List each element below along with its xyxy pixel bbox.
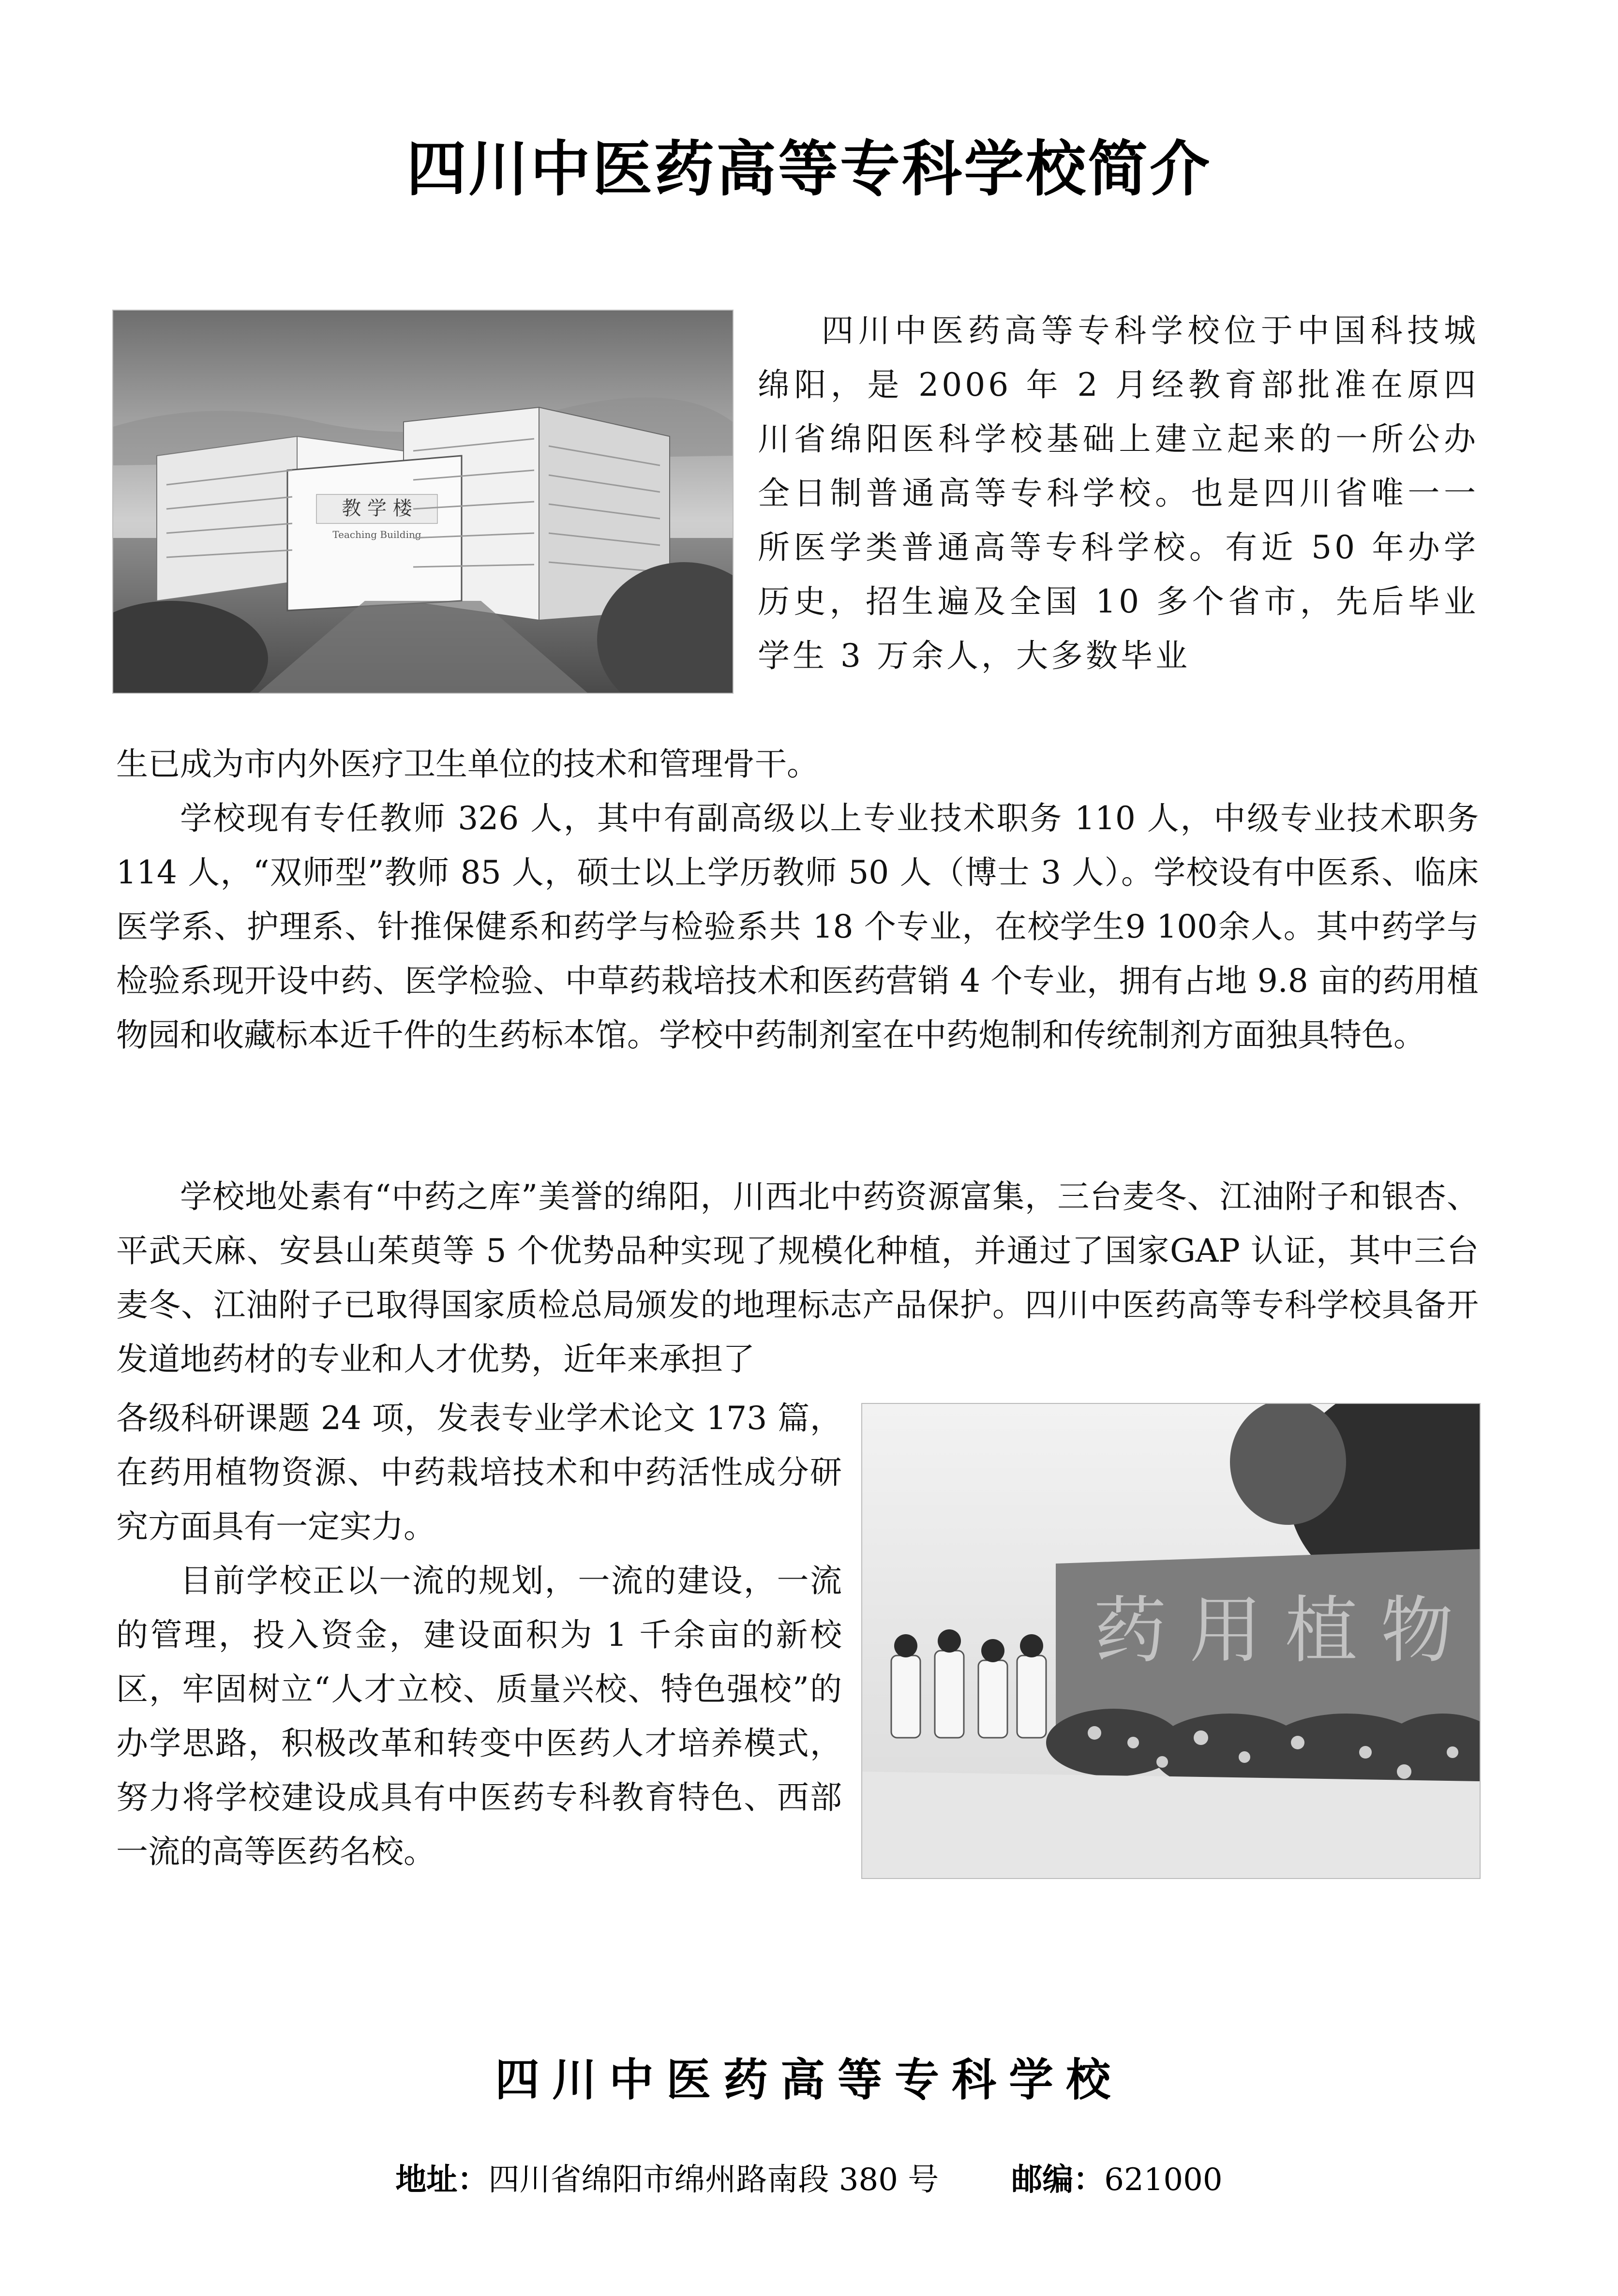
address-label: 地址： [395, 2162, 489, 2198]
building-illustration [113, 311, 733, 693]
building-sign-en-text: Teaching Building [332, 529, 421, 540]
footer-address [0, 2155, 1618, 2199]
garden-illustration [862, 1404, 1480, 1878]
postcode-value: 621000 [1104, 2162, 1223, 2198]
resources-paragraph: 学校地处素有“中药之库”美誉的绵阳，川西北中药资源富集，三台麦冬、江油附子和银杏、平武天麻、安县山茱萸等 5 个优势品种实现了规模化种植，并通过了国家GAP 认证，其中三台麦冬、江油附子已取得国家质检总局颁发的地理标志产品保护。四川中医药高等专科学校具备开发道地药材的专业和人才优势，近年来承担了 [116, 1178, 1479, 1378]
intro-paragraph-1-continued: 生已成为市内外医疗卫生单位的技术和管理骨干。 [116, 745, 819, 783]
development-paragraph: 目前学校正以一流的规划，一流的建设，一流的管理，投入资金，建设面积为 1 千余亩的新校区，牢固树立“人才立校、质量兴校、特色强校”的办学思路，积极改革和转变中医药人才培养模式，努力将学校建设成具有中医药专科教育特色、西部一流的高等医药名校。 [116, 1562, 842, 1870]
resources-paragraph-continued: 各级科研课题 24 项，发表专业学术论文 173 篇，在药用植物资源、中药栽培技术和中药活性成分研究方面具有一定实力。 [116, 1400, 842, 1545]
intro-paragraph-1: 四川中医药高等专科学校位于中国科技城绵阳，是 2006 年 2 月经教育部批准在原四川省绵阳医科学校基础上建立起来的一所公办全日制普通高等专科学校。也是四川省唯一一所医学类普通高等专科学校。有近 50 年办学历史，招生遍及全国 10 多个省市，先后毕业学生 3 万余人，大多数毕业 [758, 312, 1479, 674]
garden-sign-text: 药 用 植 物 [1094, 1589, 1453, 1673]
school-building-photo [112, 310, 734, 694]
postcode-label: 邮编： [1011, 2162, 1105, 2198]
footer-school-name: 四川中医药高等专科学校 [494, 2054, 1123, 2106]
page-title: 四川中医药高等专科学校简介 [406, 134, 1212, 204]
address-value: 四川省绵阳市绵州路南段 380 号 [488, 2162, 939, 2198]
faculty-paragraph: 学校现有专任教师 326 人，其中有副高级以上专业技术职务 110 人，中级专业技术职务 114 人，“双师型”教师 85 人，硕士以上学历教师 50 人（博士 3 人）。学校设有中医系、临床医学系、护理系、针推保健系和药学与检验系共 18 个专业，在校学生9 100余人。其中药学与检验系现开设中药、医学检验、中草药栽培技术和医药营销 4 个专业，拥有占地 9.8 亩的药用植物园和收藏标本近千件的生药标本馆。学校中药制剂室在中药炮制和传统制剂方面独具特色。 [116, 800, 1479, 1054]
medicinal-plant-garden-photo [861, 1403, 1481, 1879]
building-sign-text: 教 学 楼 [342, 497, 412, 520]
